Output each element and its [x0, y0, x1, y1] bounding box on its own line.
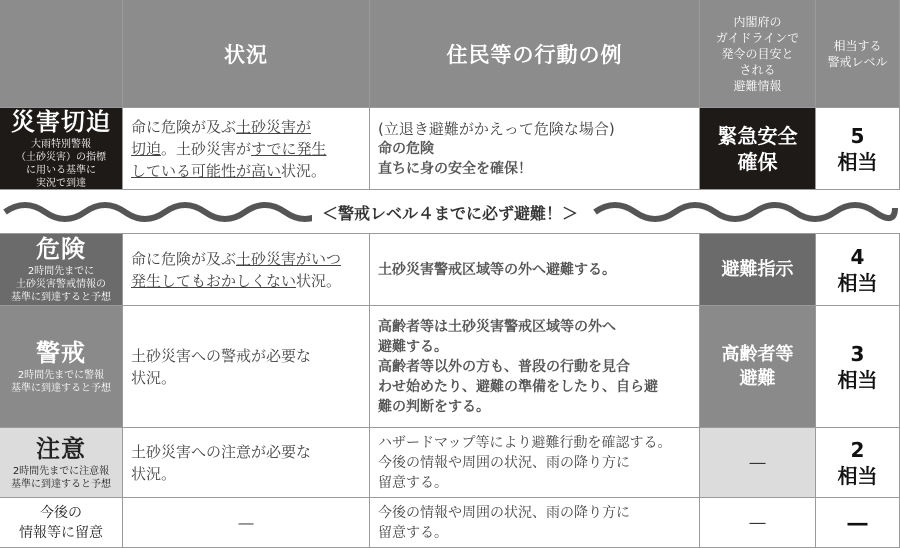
header-situation — [123, 0, 370, 108]
situation-line: 土砂災害への注意が必要な — [131, 442, 312, 461]
evacuation-info-cell — [700, 108, 816, 190]
alert-level-number: 4 — [850, 244, 865, 269]
header-situation-label: 状況 — [224, 42, 268, 67]
level-note: 2時間先までに警報 基準に到達すると予想 — [11, 369, 111, 394]
alert-level-number: 3 — [850, 341, 865, 366]
evacuation-info-cell — [700, 306, 816, 428]
level-name-cell — [0, 234, 123, 306]
level-name-cell — [0, 428, 123, 498]
level-note: 大雨特別警報 （土砂災害）の指標 に用いる基準に 実況で到達 — [16, 138, 106, 189]
action-line: 高齢者等は土砂災害警戒区域等の外へ — [378, 318, 616, 335]
evacuation-info-line: 確保 — [737, 149, 778, 174]
alert-level-number: 2 — [850, 437, 865, 462]
alert-level-suffix: 相当 — [837, 149, 878, 174]
alert-level-suffix: 相当 — [837, 367, 878, 392]
situation-cell — [123, 306, 370, 428]
level-name-line: 情報等に留意 — [19, 524, 103, 541]
header-guideline-line: 避難情報 — [733, 78, 782, 93]
situation-text: 命に危険が及ぶ土砂災害が 切迫。土砂災害がすでに発生 している可能性が高い状況。 — [131, 117, 327, 180]
evacuation-info-cell — [700, 234, 816, 306]
action-line: 避難する。 — [378, 338, 448, 355]
level-name-line: 今後の — [40, 504, 82, 521]
alert-level-cell — [816, 428, 900, 498]
alert-level-cell — [816, 306, 900, 428]
situation-line: 状況。 — [131, 368, 177, 387]
action-line: 命の危険 — [378, 140, 434, 157]
action-line: 土砂災害警戒区域等の外へ避難する。 — [378, 261, 616, 278]
header-blank-cell — [0, 0, 123, 108]
evacuation-info-line: 緊急安全 — [717, 123, 798, 148]
action-line: わせ始めたり、避難の準備をしたり、自ら避 — [378, 378, 658, 395]
evacuation-info-line: ― — [749, 513, 766, 532]
action-cell — [370, 108, 700, 190]
header-alert-level — [816, 0, 900, 108]
situation-line: 状況。 — [131, 464, 177, 483]
action-line: 留意する。 — [378, 474, 448, 491]
situation-cell — [123, 498, 370, 548]
action-line: ハザードマップ等により避難行動を確認する。 — [378, 434, 672, 451]
evacuation-info-line: ― — [749, 453, 766, 472]
header-alert-line: 警戒レベル — [827, 54, 888, 69]
action-cell — [370, 498, 700, 548]
header-alert-line: 相当する — [833, 38, 882, 53]
situation-cell — [123, 234, 370, 306]
evacuation-info-cell — [700, 498, 816, 548]
header-guideline-line: される — [739, 62, 776, 77]
alert-level-number: ― — [847, 510, 868, 535]
action-line: 難の判断をする。 — [378, 398, 490, 415]
header-guideline-line: 発令の目安と — [721, 46, 794, 61]
level-note: 2時間先までに注意報 基準に到達すると予想 — [11, 465, 111, 490]
alert-level-number: 5 — [850, 123, 865, 148]
action-line: (立退き避難がかえって危険な場合) — [378, 119, 615, 138]
banner-text-wrap — [0, 190, 900, 234]
situation-cell — [123, 428, 370, 498]
evacuation-info-line: 避難指示 — [721, 258, 794, 280]
action-cell — [370, 428, 700, 498]
action-line: 高齢者等以外の方も、普段の行動を見合 — [378, 358, 630, 375]
alert-level-suffix: 相当 — [837, 270, 878, 295]
level-name: 危険 — [36, 235, 86, 263]
action-cell — [370, 306, 700, 428]
level-name-cell — [0, 498, 123, 548]
action-line: 今後の情報や周囲の状況、雨の降り方に — [378, 454, 630, 471]
action-line: 留意する。 — [378, 524, 448, 541]
action-line: 直ちに身の安全を確保！ — [378, 160, 532, 177]
action-cell — [370, 234, 700, 306]
header-action — [370, 0, 700, 108]
evacuation-info-line: 避難 — [739, 367, 776, 389]
evacuation-info-cell — [700, 428, 816, 498]
situation-cell — [123, 108, 370, 190]
banner-text: ＜警戒レベル４までに必ず避難！＞ — [312, 201, 588, 224]
level-note: 2時間先までに 土砂災害警戒情報の 基準に到達すると予想 — [11, 266, 111, 303]
evacuation-info-line: 高齢者等 — [721, 343, 794, 365]
header-guideline — [700, 0, 816, 108]
header-action-label: 住民等の行動の例 — [446, 42, 623, 67]
level-name: 注意 — [36, 434, 86, 463]
situation-text: 命に危険が及ぶ土砂災害がいつ 発生してもおかしくない状況。 — [131, 249, 342, 290]
action-line: 今後の情報や周囲の状況、雨の降り方に — [378, 504, 630, 521]
header-guideline-line: ガイドラインで — [715, 30, 800, 45]
header-guideline-line: 内閣府の — [733, 14, 782, 29]
level-name: 災害切迫 — [11, 108, 111, 136]
level-name-cell — [0, 306, 123, 428]
level-name: 警戒 — [36, 338, 86, 367]
evacuation-banner — [0, 190, 900, 234]
alert-level-cell — [816, 234, 900, 306]
alert-level-cell — [816, 498, 900, 548]
level-name-cell — [0, 108, 123, 190]
alert-level-cell — [816, 108, 900, 190]
situation-line: ― — [238, 513, 254, 532]
situation-line: 土砂災害への警戒が必要な — [131, 346, 312, 365]
alert-level-suffix: 相当 — [837, 463, 878, 488]
